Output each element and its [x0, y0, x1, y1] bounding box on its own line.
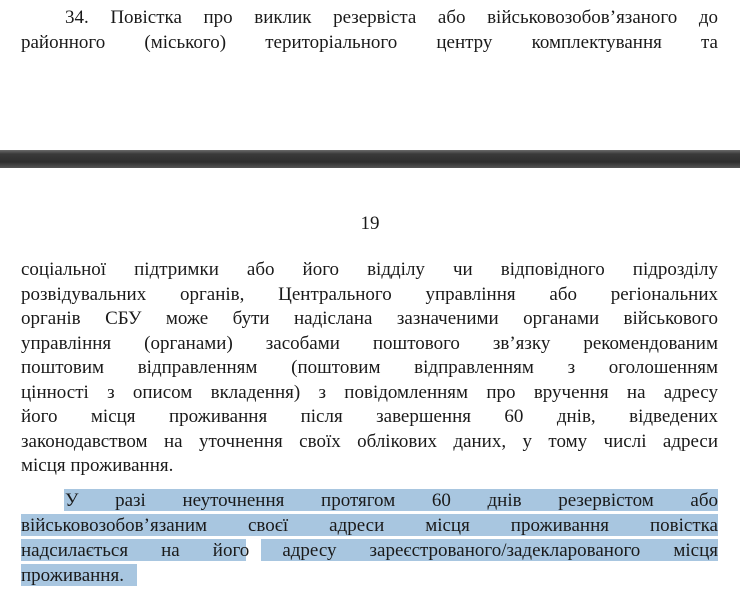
text-line: цінності з описом вкладення) з повідомленням про вручення на адресу	[21, 381, 718, 403]
previous-page	[0, 0, 740, 150]
text-line: розвідувальних органів, Центрального управління або регіональних	[21, 283, 718, 305]
text-line: місця проживання.	[21, 455, 174, 476]
text-line: 34. Повістка про виклик резервіста або військовозобов’язаного до	[65, 7, 718, 28]
page-number: 19	[360, 213, 380, 234]
page-separator	[0, 150, 740, 168]
text-line: поштовим відправленням (поштовим відправленням з оголошенням	[21, 357, 718, 378]
text-line: соціальної підтримки або його відділу чи відповідного підрозділу	[21, 259, 718, 280]
text-line: військовозобов’язаним своєї адреси місця проживання повістка	[21, 515, 718, 536]
text-line: У разі неуточнення протягом 60 днів резервістом або	[65, 490, 718, 511]
highlighted-paragraph[interactable]	[21, 488, 718, 588]
text-line: районного (міського) територіального центру комплектування та	[21, 31, 718, 53]
text-line: органів СБУ може бути надіслана зазначеними органами військового	[21, 308, 718, 329]
text-line: проживання.	[21, 565, 124, 586]
text-line: його місця проживання після завершення 60 днів, відведених	[21, 406, 718, 427]
top-paragraph	[21, 6, 718, 55]
body-paragraph	[21, 258, 718, 479]
text-line: управління (органами) засобами поштового зв’язку рекомендованим	[21, 332, 718, 354]
text-line: законодавством на уточнення своїх облікових даних, у тому числі адреси	[21, 430, 718, 452]
text-line: надсилається на його адресу зареєстрованого/задекларованого місця	[21, 540, 718, 561]
